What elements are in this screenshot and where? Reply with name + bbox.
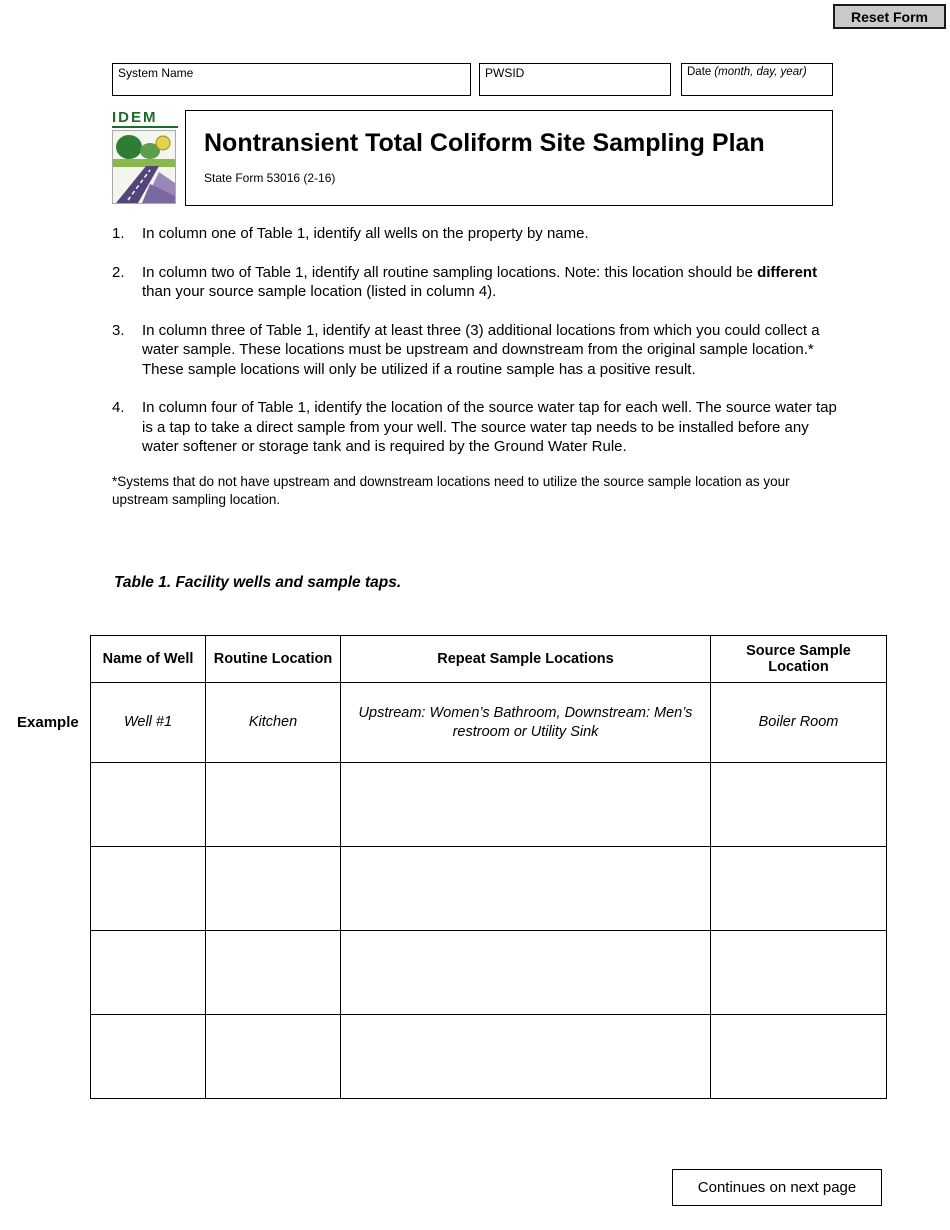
footnote: *Systems that do not have upstream and downstream locations need to utilize the source sample location as your upstream sampling location. <box>112 473 790 507</box>
table-cell-input[interactable] <box>341 847 711 931</box>
table-cell-input[interactable] <box>91 1015 206 1099</box>
idem-logo-image <box>112 130 176 204</box>
table-cell-input[interactable] <box>341 1015 711 1099</box>
date-format-hint: (month, day, year) <box>714 66 807 78</box>
date-label-text: Date <box>687 66 712 78</box>
instruction-item-4 <box>112 398 844 457</box>
idem-logo <box>112 110 178 206</box>
table-cell-input[interactable] <box>206 847 341 931</box>
instruction-number: 2. <box>112 263 125 281</box>
form-title: Nontransient Total Coliform Site Sampling Plan <box>204 129 765 157</box>
col-header-source-sample-location <box>711 636 887 683</box>
instruction-number: 1. <box>112 225 125 242</box>
col-header-name-of-well: Name of Well <box>91 636 206 683</box>
instruction-text-post: than your source sample location (listed in column 4). <box>142 283 497 300</box>
date-label <box>687 66 807 78</box>
example-cell-routine-location: Kitchen <box>206 683 341 763</box>
table-cell-input[interactable] <box>711 763 887 847</box>
table-cell-input[interactable] <box>91 763 206 847</box>
table-row-empty <box>91 931 887 1015</box>
table-cell-input[interactable] <box>206 763 341 847</box>
reset-form-button[interactable]: Reset Form <box>833 4 946 29</box>
example-cell-source-sample-location: Boiler Room <box>711 683 887 763</box>
table-caption: Table 1. Facility wells and sample taps. <box>114 574 402 591</box>
table-header-row <box>91 636 887 683</box>
instruction-item-1 <box>112 224 844 244</box>
instruction-text <box>142 263 844 302</box>
example-cell-repeat-sample-locations: Upstream: Women’s Bathroom, Downstream: Men’s restroom or Utility Sink <box>341 683 711 763</box>
instruction-item-3 <box>112 321 844 380</box>
instruction-text: In column one of Table 1, identify all wells on the property by name. <box>142 225 589 242</box>
table-cell-input[interactable] <box>206 1015 341 1099</box>
table-cell-input[interactable] <box>711 931 887 1015</box>
col-header-source-sample-location-text: Source Sample Location <box>746 643 851 675</box>
idem-logo-text: IDEM <box>112 110 178 128</box>
table-row-empty <box>91 1015 887 1099</box>
table-row-empty <box>91 847 887 931</box>
instruction-text-bold: different <box>757 263 818 281</box>
table-cell-input[interactable] <box>91 931 206 1015</box>
instruction-text: In column four of Table 1, identify the location of the source water tap for each well. The source water tap is a tap to take a direct sample from your well. The source water tap needs to be installed before any water softener or storage tank and is required by the Ground Water Rule. <box>142 399 837 455</box>
date-field[interactable] <box>681 63 833 96</box>
system-name-label: System Name <box>118 66 194 80</box>
continues-note-text: Continues on next page <box>697 1179 857 1196</box>
instruction-number: 3. <box>112 321 125 339</box>
continues-note <box>672 1169 882 1206</box>
pwsid-field[interactable] <box>479 63 671 96</box>
table-cell-input[interactable] <box>91 847 206 931</box>
instruction-number: 4. <box>112 399 125 416</box>
instruction-text-pre: In column two of Table 1, identify all routine sampling locations. Note: this location should be <box>142 263 758 281</box>
title-box <box>185 110 833 206</box>
form-number: State Form 53016 (2-16) <box>204 171 336 185</box>
pwsid-label: PWSID <box>485 66 525 80</box>
table-cell-input[interactable] <box>341 931 711 1015</box>
table-cell-input[interactable] <box>206 931 341 1015</box>
col-header-repeat-sample-locations: Repeat Sample Locations <box>341 636 711 683</box>
example-cell-name-of-well: Well #1 <box>91 683 206 763</box>
header-fields <box>112 63 833 96</box>
table-cell-input[interactable] <box>711 847 887 931</box>
col-header-routine-location: Routine Location <box>206 636 341 683</box>
system-name-field[interactable] <box>112 63 471 96</box>
table-cell-input[interactable] <box>711 1015 887 1099</box>
example-row <box>91 683 887 763</box>
instruction-item-2 <box>112 263 844 302</box>
instruction-text: In column three of Table 1, identify at least three (3) additional locations from which you could collect a water sample. These locations must be upstream and downstream from the original sample location.* These sample locations will only be utilized if a routine sample has a positive result. <box>142 321 820 378</box>
sampling-table <box>90 635 887 1099</box>
table-row-empty <box>91 763 887 847</box>
example-label: Example <box>17 714 79 731</box>
instructions <box>112 224 844 509</box>
table-cell-input[interactable] <box>341 763 711 847</box>
